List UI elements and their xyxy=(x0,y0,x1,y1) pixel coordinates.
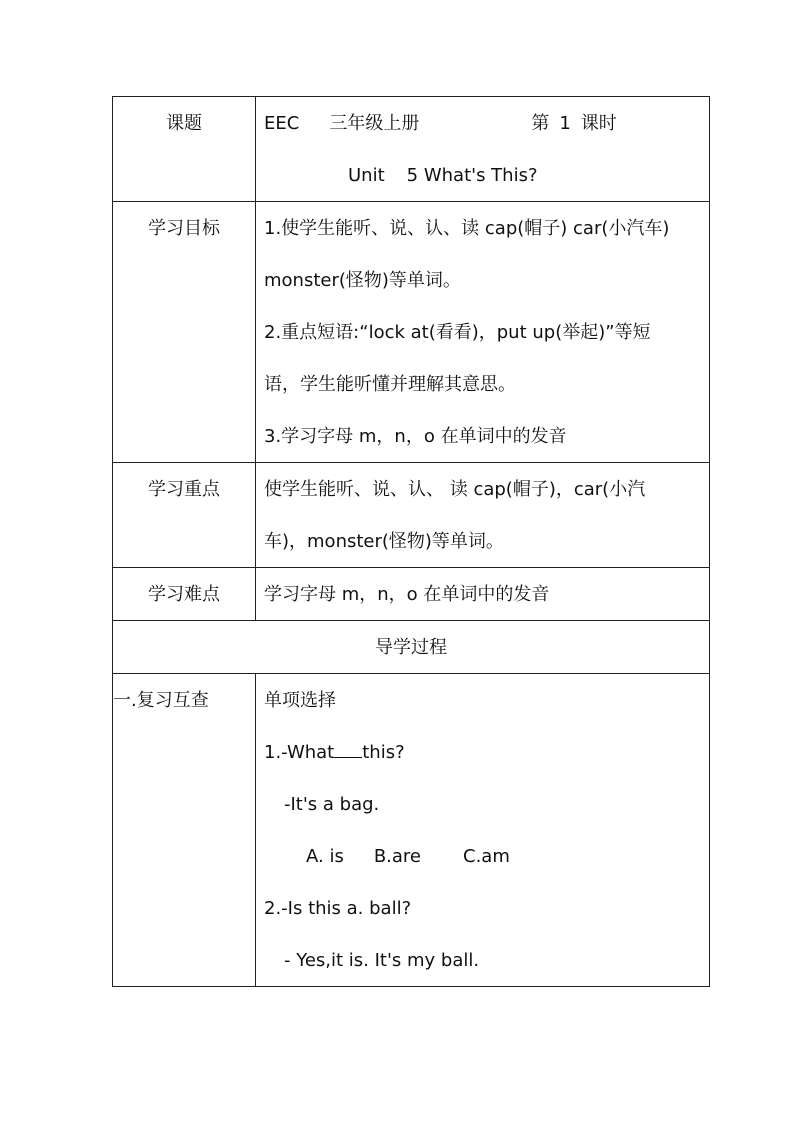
lesson-suffix: 课时 xyxy=(580,113,617,134)
option-b: B.are xyxy=(373,846,422,867)
goals-label: 学习目标 xyxy=(148,218,220,239)
difficulty-text: 学习字母 m，n，o 在单词中的发音 xyxy=(264,584,550,605)
grade: 三年级上册 xyxy=(329,113,420,134)
title-label: 课题 xyxy=(166,113,202,134)
lesson-number: 1 xyxy=(559,113,571,134)
answer-blank xyxy=(334,743,362,758)
course-info-line xyxy=(256,97,709,149)
difficulty-label-cell xyxy=(113,568,256,621)
key-label-cell xyxy=(113,463,256,568)
option-a: A. is xyxy=(306,846,344,867)
goals-line: 3.学习字母 m，n，o 在单词中的发音 xyxy=(264,426,567,447)
difficulty-row xyxy=(113,568,710,621)
process-title: 导学过程 xyxy=(375,637,447,658)
title-content-cell xyxy=(256,97,710,202)
key-points-row xyxy=(113,463,710,568)
goals-line: monster(怪物)等单词。 xyxy=(264,270,461,291)
key-line: 使学生能听、说、认、 读 cap(帽子)，car(小汽 xyxy=(264,479,646,500)
question-2: 2.-Is this a. ball? xyxy=(264,898,412,919)
question-1-end: this? xyxy=(362,742,405,763)
title-label-cell xyxy=(113,97,256,202)
key-content-cell xyxy=(256,463,710,568)
lesson-plan-table xyxy=(112,96,710,987)
review-label-cell xyxy=(113,674,256,987)
goals-row xyxy=(113,202,710,463)
unit-title: 5 What's This? xyxy=(406,165,538,186)
difficulty-content-cell xyxy=(256,568,710,621)
review-label: 一.复习互查 xyxy=(113,690,209,711)
question-1-options xyxy=(256,830,709,882)
review-content-cell xyxy=(256,674,710,987)
review-heading: 单项选择 xyxy=(264,690,336,711)
question-1 xyxy=(256,726,709,778)
option-c: C.am xyxy=(463,846,510,867)
process-cell xyxy=(113,621,710,674)
key-line: 车)，monster(怪物)等单词。 xyxy=(264,531,504,552)
question-1-start: 1.-What xyxy=(264,742,335,763)
title-row xyxy=(113,97,710,202)
goals-line: 2.重点短语:“lock at(看看)，put up(举起)”等短 xyxy=(264,322,651,343)
goals-line: 1.使学生能听、说、认、读 cap(帽子) car(小汽车) xyxy=(264,218,670,239)
publisher: EEC xyxy=(264,113,300,134)
unit-title-line xyxy=(256,149,709,201)
goals-label-cell xyxy=(113,202,256,463)
question-1-answer: -It's a bag. xyxy=(284,794,380,815)
goals-line: 语，学生能听懂并理解其意思。 xyxy=(264,374,516,395)
question-2-answer: - Yes,it is. It's my ball. xyxy=(284,950,480,971)
difficulty-label: 学习难点 xyxy=(148,584,220,605)
review-row xyxy=(113,674,710,987)
key-label: 学习重点 xyxy=(148,479,220,500)
lesson-prefix: 第 xyxy=(531,113,550,134)
goals-content-cell xyxy=(256,202,710,463)
unit-word: Unit xyxy=(348,165,385,186)
process-row xyxy=(113,621,710,674)
